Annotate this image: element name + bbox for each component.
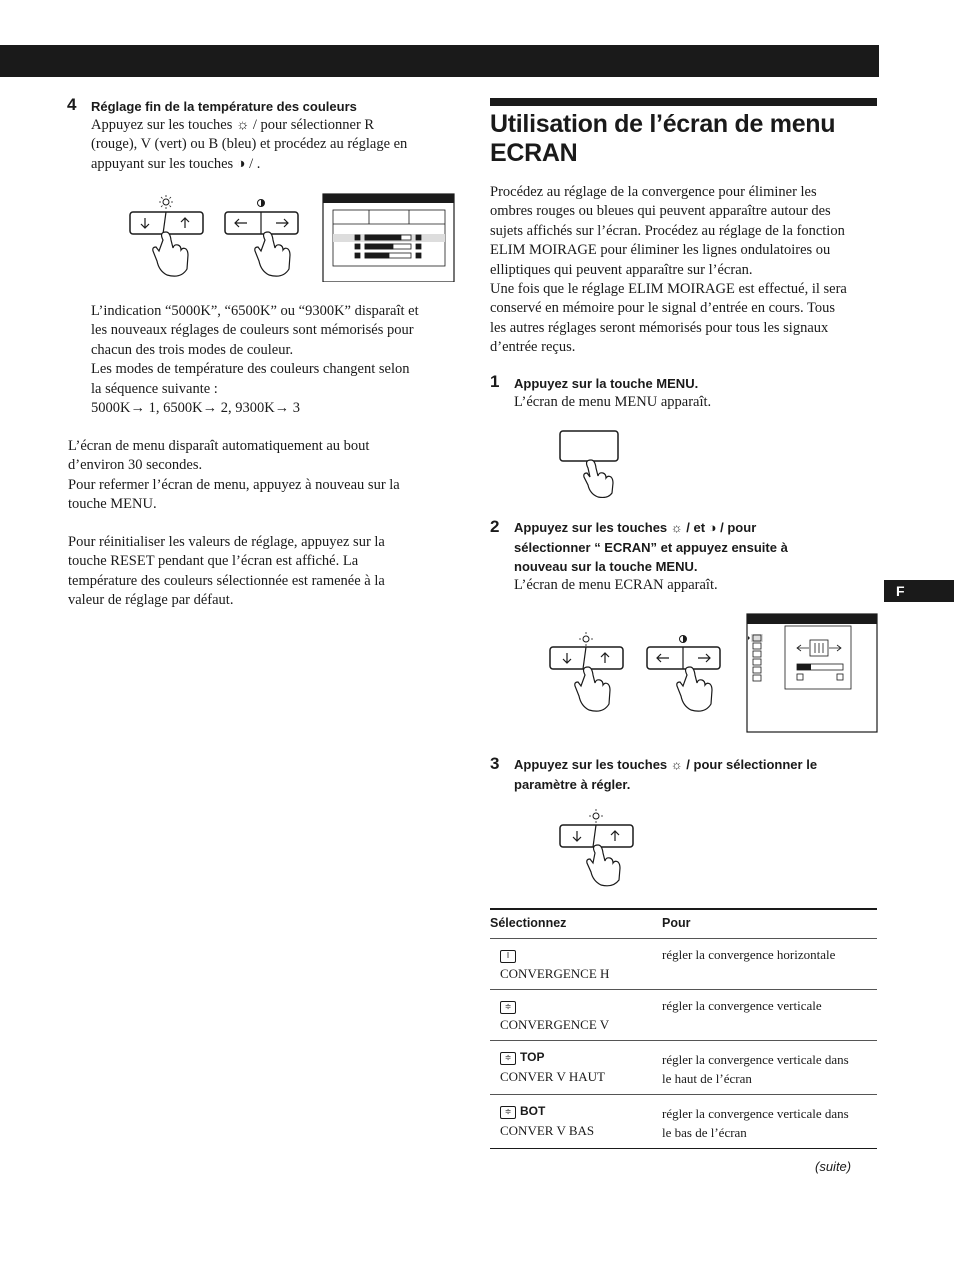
text-line: (rouge), V (vert) ou B (bleu) et procédez au réglage en: [91, 136, 408, 153]
hand-icon: [575, 667, 610, 711]
row-label: CONVER V HAUT: [500, 1069, 605, 1084]
row-tag: TOP: [520, 1050, 545, 1064]
table-row: [490, 1095, 877, 1149]
text-line: valeur de réglage par défaut.: [68, 592, 234, 609]
text-line: touche RESET pendant que l’écran est affiché. La: [68, 553, 359, 570]
convergence-v-icon: ≑: [500, 1001, 516, 1014]
text-line: appuyant sur les touches ◑ / .: [91, 155, 261, 172]
page-title: [490, 110, 880, 168]
text-line: ELIM MOIRAGE pour éliminer les lignes ondulatoires ou: [490, 242, 831, 259]
step-description: [91, 116, 461, 174]
hand-icon: [584, 460, 613, 498]
text-line: elliptiques qui peuvent apparaître sur l’écran.: [490, 261, 753, 278]
step-description: L’écran de menu MENU apparaît.: [514, 394, 712, 410]
menu-button: [560, 431, 618, 461]
text-line: sujets affichés sur l’écran. Procédez au réglage de la fonction: [490, 222, 845, 239]
row-label: CONVERGENCE H: [500, 966, 610, 981]
text-line: Procédez au réglage de la convergence pour éliminer les: [490, 184, 817, 200]
text-line: nouveau sur la touche MENU.: [514, 559, 698, 574]
intro-paragraph: [490, 183, 882, 358]
step-description: L’écran de menu ECRAN apparaît.: [514, 577, 718, 593]
hand-icon: [677, 667, 712, 711]
convergence-v-top-icon: ≑: [500, 1052, 516, 1065]
step-number: 1: [490, 372, 500, 391]
text-line: conservé en mémoire pour le signal d’entrée en cours. Tous: [490, 300, 835, 317]
text-line: paramètre à régler.: [514, 776, 631, 792]
menu-button-illustration: [555, 428, 630, 498]
text-line: sélectionner “ ECRAN” et appuyez ensuite à: [514, 539, 788, 555]
continued-label: (suite): [815, 1159, 852, 1174]
step-number: 2: [490, 517, 500, 536]
text-line: Appuyez sur les touches ☼ / pour sélectionner R: [91, 117, 375, 133]
hand-icon: [587, 845, 620, 886]
heading-rule: [490, 98, 877, 106]
text-line: Une fois que le réglage ELIM MOIRAGE est effectué, il sera: [490, 281, 847, 298]
step-title: Appuyez sur la touche MENU.: [514, 376, 699, 391]
hand-icon: [153, 232, 188, 276]
row-desc: le bas de l’écran: [662, 1125, 747, 1140]
paragraph: [68, 533, 463, 611]
text-line: L’écran de menu disparaît automatiquement au bout: [68, 438, 370, 454]
osd-screen: [747, 614, 877, 732]
text-line: les nouveaux réglages de couleurs sont mémorisés pour: [91, 322, 414, 339]
text-line: ombres rouges ou bleues qui peuvent apparaître autour des: [490, 203, 831, 220]
row-label: CONVERGENCE V: [500, 1017, 610, 1032]
step-number: 4: [67, 95, 77, 114]
table-row: [490, 1041, 877, 1095]
row-desc: régler la convergence verticale: [662, 998, 822, 1013]
title-line: ECRAN: [490, 139, 578, 167]
button-illustration: [555, 808, 640, 890]
convergence-h-icon: ‖: [500, 950, 516, 963]
text-line: 5000K→ 1, 6500K→ 2, 9300K→ 3: [91, 400, 301, 417]
brightness-icon: [159, 195, 173, 209]
row-desc: régler la convergence verticale dans: [662, 1052, 849, 1067]
title-line: Utilisation de l’écran de menu: [490, 110, 836, 138]
text-line: température des couleurs sélectionnée est ramenée à la: [68, 572, 385, 589]
selection-table: [490, 908, 877, 1149]
text-line: Appuyez sur les touches ☼ / pour sélectionner le: [514, 757, 818, 772]
button-illustration: [125, 192, 460, 282]
paragraph: [68, 437, 463, 515]
row-tag: BOT: [520, 1104, 546, 1118]
text-line: d’environ 30 secondes.: [68, 457, 203, 474]
convergence-v-bottom-icon: ≑: [500, 1106, 516, 1119]
brightness-icon: [589, 809, 603, 823]
row-label: CONVER V BAS: [500, 1123, 595, 1138]
step-title: [514, 518, 859, 577]
table-row: [490, 939, 877, 990]
contrast-icon: [680, 636, 687, 643]
button-illustration: [545, 612, 880, 734]
table-row: [490, 990, 877, 1041]
text-line: chacun des trois modes de couleur.: [91, 341, 294, 358]
column-header: Sélectionnez: [490, 916, 567, 930]
column-header: Pour: [662, 916, 691, 930]
step-number: 3: [490, 754, 500, 773]
text-line: les autres réglages seront mémorisés pour tous les signaux: [490, 319, 829, 336]
row-desc: le haut de l’écran: [662, 1071, 752, 1086]
contrast-icon: [258, 200, 265, 207]
text-line: Pour refermer l’écran de menu, appuyez à nouveau sur la: [68, 476, 400, 493]
step-title: Réglage fin de la température des couleurs: [91, 99, 357, 114]
row-desc: régler la convergence verticale dans: [662, 1106, 849, 1121]
text-line: Pour réinitialiser les valeurs de réglage, appuyez sur la: [68, 534, 385, 550]
brightness-icon: [579, 632, 593, 646]
section-tab: F: [884, 580, 954, 602]
text-line: touche MENU.: [68, 496, 157, 513]
hand-icon: [255, 232, 290, 276]
text-line: la séquence suivante :: [91, 380, 218, 397]
text-line: Appuyez sur les touches ☼ / et ◑ / pour: [514, 520, 757, 535]
header-bar: [0, 45, 879, 77]
text-line: d’entrée reçus.: [490, 339, 576, 356]
note-block: [91, 302, 461, 418]
text-line: L’indication “5000K”, “6500K” ou “9300K” disparaît et: [91, 303, 419, 319]
step-title: [514, 755, 869, 794]
text-line: Les modes de température des couleurs changent selon: [91, 361, 410, 378]
row-desc: régler la convergence horizontale: [662, 947, 836, 962]
